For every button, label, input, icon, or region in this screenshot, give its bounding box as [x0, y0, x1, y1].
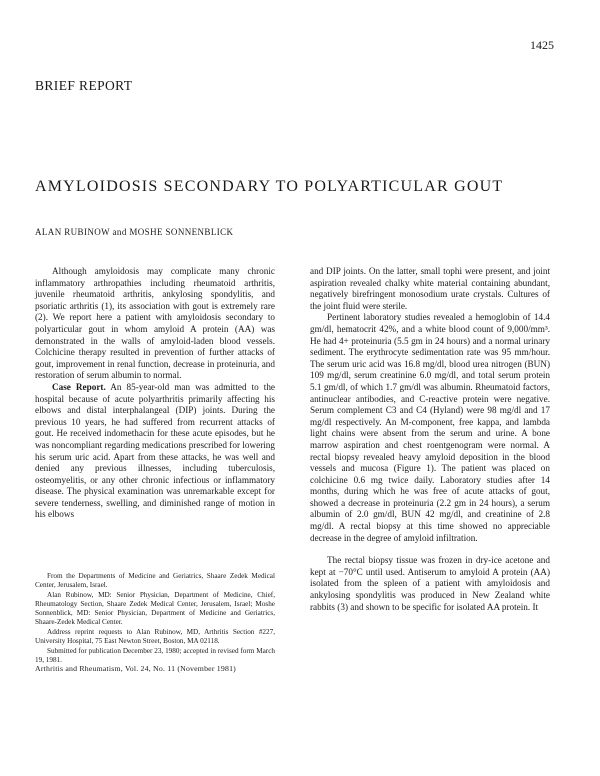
authors: ALAN RUBINOW and MOSHE SONNENBLICK: [35, 227, 234, 237]
footnote-submitted: Submitted for publication December 23, 1980; accepted in revised form March 19, 1981.: [35, 647, 275, 664]
case-report-paragraph: [35, 382, 275, 521]
continuation-paragraph: and DIP joints. On the latter, small tophi were present, and joint aspiration revealed chalky white material containing abundant, negatively birefringent monosodium urate crystals. Cultures of the joint fluid were sterile.: [310, 266, 550, 311]
footnote-affiliation: From the Departments of Medicine and Geriatrics, Shaare Zedek Medical Center, Jerusalem, Israel.: [35, 572, 275, 589]
case-report-text: An 85-year-old man was admitted to the hospital because of acute polyarthritis primarily affecting his elbows and distal interphalangeal (DIP) joints. During the previous 10 years, he had suffered from recurrent attacks of gout. He received indomethacin for these acute episodes, but he was noncompliant regarding medications prescribed for lowering his serum uric acid. Apart from these attacks, he was well and denied any previous illnesses, including tuberculosis, osteomyelitis, or any other chronic infectious or inflammatory disease. The physical examination was unremarkable except for severe tenderness, swelling, and diminished range of motion in his elbows: [35, 381, 275, 520]
journal-footer: Arthritis and Rheumatism, Vol. 24, No. 11 (November 1981): [35, 664, 236, 673]
footnote-authors: Alan Rubinow, MD: Senior Physician, Department of Medicine, Chief, Rheumatology Section, Shaare Zedek Medical Center, Jerusalem, Israel; Moshe Sonnenblick, MD: Senior Physician, Department of Medicine and Geriatrics, Shaare-Zedek Medical Center.: [35, 591, 275, 626]
biopsy-paragraph: The rectal biopsy tissue was frozen in dry-ice acetone and kept at −70°C until used. Antiserum to amyloid A protein (AA) isolated from the spleen of a patient with amyloidosis and ankylosing spondylitis was produced in New Zealand white rabbits (3) and shown to be specific for isolated AA protein. It: [310, 555, 550, 612]
section-label: BRIEF REPORT: [35, 78, 133, 93]
right-column: [310, 266, 550, 613]
case-report-heading: Case Report.: [52, 381, 106, 392]
footnotes: [35, 572, 275, 666]
article-title: AMYLOIDOSIS SECONDARY TO POLYARTICULAR GOUT: [35, 178, 504, 195]
intro-paragraph: Although amyloidosis may complicate many chronic inflammatory arthropathies including rheumatoid arthritis, juvenile rheumatoid arthritis, ankylosing spondylitis, and psoriatic arthritis (1), its association with gout is extremely rare (2). We report here a patient with amyloidosis secondary to polyarticular gout in whom amyloid A protein (AA) was demonstrated in the walls of amyloid-laden blood vessels. Colchicine therapy resulted in prevention of further attacks of gout, improvement in renal function, decrease in proteinuria, and restoration of serum albumin to normal.: [35, 266, 275, 381]
left-column: [35, 266, 275, 521]
footnote-reprints: Address reprint requests to Alan Rubinow, MD, Arthritis Section #227, University Hospital, 75 East Newton Street, Boston, MA 02118.: [35, 628, 275, 645]
laboratory-paragraph: Pertinent laboratory studies revealed a hemoglobin of 14.4 gm/dl, hematocrit 42%, and a white blood count of 9,000/mm³. He had 4+ proteinuria (5.5 gm in 24 hours) and a normal urinary sediment. The erythrocyte sedimentation rate was 95 mm/hour. The serum uric acid was 16.8 mg/dl, blood urea nitrogen (BUN) 109 mg/dl, serum creatinine 6.0 mg/dl, and total serum protein 5.1 gm/dl, of which 1.7 gm/dl was albumin. Rheumatoid factors, antinuclear antibodies, and C-reactive protein were negative. Serum complement C3 and C4 (Hyland) were 98 mg/dl and 17 mg/dl respectively. An M-component, free kappa, and lambda light chains were absent from the serum and urine. A bone marrow aspiration and chest roentgenogram were normal. A rectal biopsy revealed heavy amyloid deposition in the blood vessels and mucosa (Figure 1). The patient was placed on colchicine 0.6 mg twice daily. Laboratory studies after 14 months, during which he was free of acute attacks of gout, showed a decrease in proteinuria (2.2 gm in 24 hours), a serum albumin of 2.0 gm/dl, BUN 42 mg/dl, and creatinine of 2.8 mg/dl. A rectal biopsy at this time showed no appreciable decrease in the degree of amyloid infiltration.: [310, 312, 550, 543]
page-number: 1425: [530, 38, 554, 52]
